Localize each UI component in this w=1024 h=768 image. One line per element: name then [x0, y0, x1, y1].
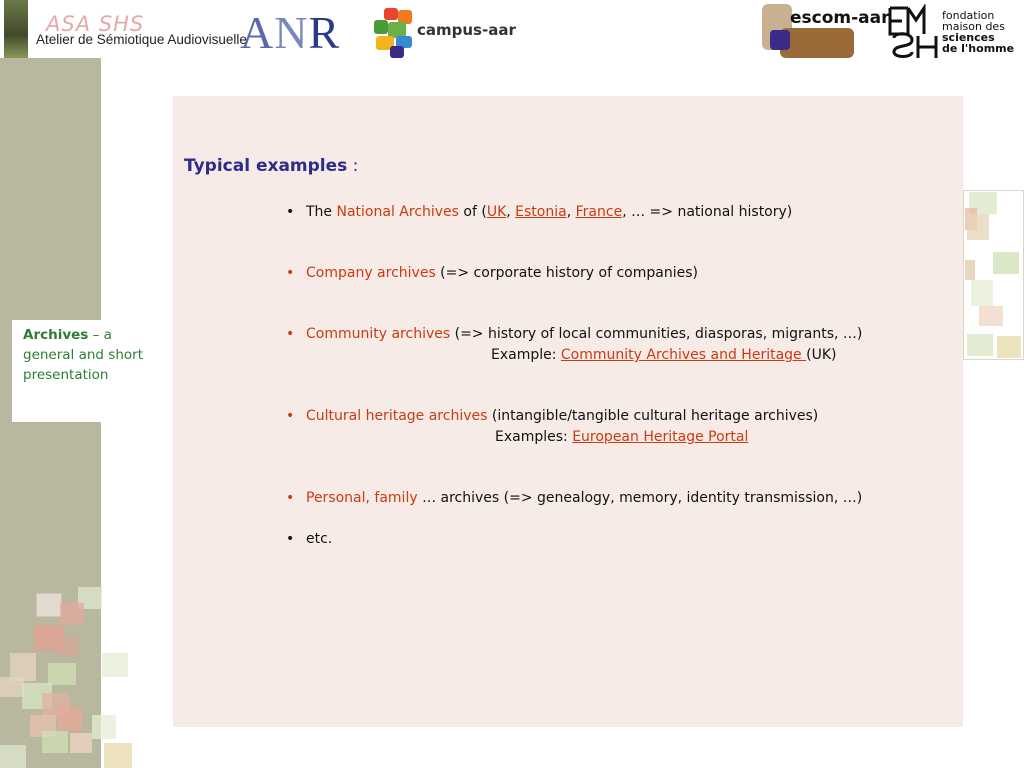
campus-aar-logo-icon	[374, 8, 418, 60]
link-estonia[interactable]: Estonia	[515, 204, 567, 220]
anr-logo	[240, 6, 340, 59]
list-item	[286, 204, 792, 220]
list-item-highlight: Company archives	[306, 265, 436, 281]
asa-shs-logo-title: ASA SHS	[46, 12, 145, 36]
bullet: •	[286, 326, 295, 342]
link-france[interactable]: France	[575, 204, 623, 220]
list-item-separator: ,	[566, 204, 576, 220]
list-item-subline	[495, 429, 748, 445]
list-item	[286, 265, 698, 281]
bullet: •	[286, 204, 295, 220]
link-uk[interactable]: UK	[486, 204, 507, 220]
decorative-mosaic-left	[0, 585, 135, 768]
fmsh-logo-line: fondation	[942, 9, 995, 22]
decorative-mosaic-right	[963, 190, 1024, 360]
bullet: •	[286, 490, 295, 506]
asa-shs-logo-subtitle: Atelier de Sémiotique Audiovisuelle	[36, 32, 247, 47]
subline-suffix: (UK)	[806, 347, 837, 363]
list-item	[286, 490, 862, 506]
list-item-suffix: , … => national history)	[622, 204, 793, 220]
campus-aar-logo-text: campus-aar	[417, 21, 516, 39]
sidebar-note-title: Archives	[23, 327, 89, 343]
sidebar-note-subtitle: – a	[88, 327, 112, 343]
list-item	[286, 531, 332, 547]
bullet: •	[286, 408, 295, 424]
escom-aar-logo-text: escom-aar	[790, 8, 890, 28]
header-photo-strip	[4, 0, 28, 58]
link-community-archives-heritage[interactable]: Community Archives and Heritage	[560, 347, 807, 363]
fmsh-logo-line: sciences	[942, 31, 995, 44]
list-item-highlight: Community archives	[306, 326, 451, 342]
campus-aar-logo	[374, 8, 516, 60]
fmsh-logo-line: de l'homme	[942, 42, 1015, 55]
content-panel	[173, 96, 963, 727]
sidebar-note-line: general and short	[23, 347, 143, 363]
subline-label: Examples:	[495, 429, 573, 445]
fmsh-logo-text	[942, 10, 1014, 54]
content-heading-title: Typical examples	[184, 156, 348, 176]
list-item-text: (=> history of local communities, diasporas, migrants, …)	[450, 326, 863, 342]
content-heading-suffix: :	[347, 156, 359, 176]
list-item-mid: of (	[458, 204, 487, 220]
anr-logo-letter: R	[308, 7, 341, 58]
list-item-subline	[491, 347, 836, 363]
escom-aar-logo	[762, 4, 890, 58]
sidebar-note-line	[12, 325, 162, 345]
list-item	[286, 326, 862, 342]
list-item-text: etc.	[306, 531, 333, 547]
fmsh-logo-line: maison des	[942, 20, 1005, 33]
fmsh-logo-icon	[886, 4, 942, 60]
sidebar-note	[12, 320, 162, 422]
subline-label: Example:	[491, 347, 561, 363]
content-heading	[184, 156, 358, 176]
list-item-separator: ,	[506, 204, 516, 220]
anr-logo-letter: N	[274, 7, 309, 58]
list-item-text: … archives (=> genealogy, memory, identity transmission, …)	[417, 490, 863, 506]
list-item-highlight: Cultural heritage archives	[306, 408, 488, 424]
link-european-heritage-portal[interactable]: European Heritage Portal	[572, 429, 749, 445]
list-item	[286, 408, 818, 424]
list-item-prefix: The	[306, 204, 337, 220]
bullet: •	[286, 265, 295, 281]
fmsh-logo	[886, 4, 1018, 60]
asa-shs-logo	[32, 8, 247, 54]
anr-logo-letter: A	[240, 7, 275, 58]
sidebar-note-line: presentation	[23, 367, 109, 383]
list-item-highlight: Personal, family	[306, 490, 418, 506]
list-item-text: (=> corporate history of companies)	[435, 265, 698, 281]
bullet: •	[286, 531, 295, 547]
list-item-highlight: National Archives	[336, 204, 459, 220]
list-item-text: (intangible/tangible cultural heritage archives)	[487, 408, 819, 424]
